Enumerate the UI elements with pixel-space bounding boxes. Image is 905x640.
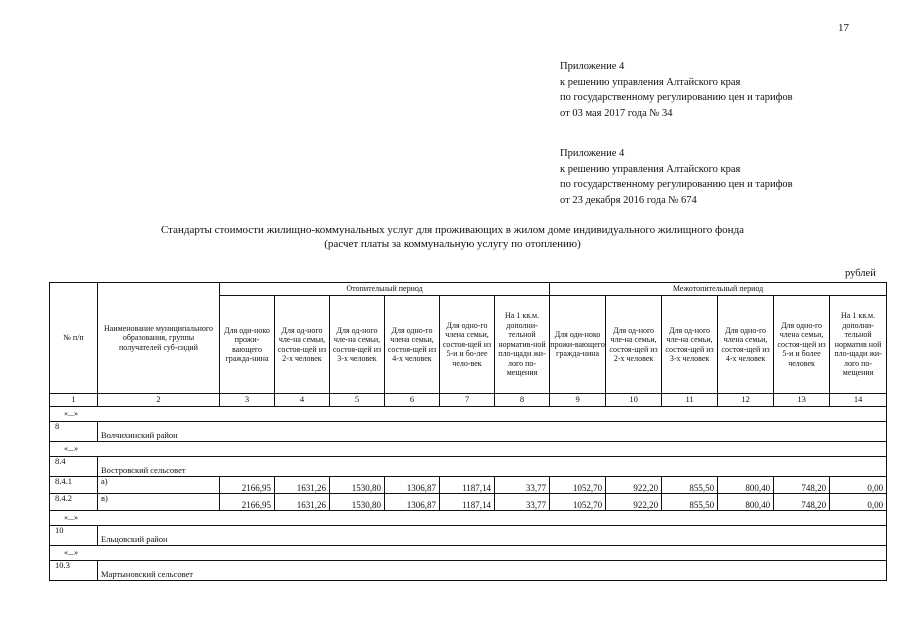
value-cell: 1052,70 — [550, 477, 606, 494]
row-name: Мартыновский сельсовет — [98, 561, 887, 581]
column-number: 13 — [774, 394, 830, 407]
value-cell: 748,20 — [774, 494, 830, 511]
ellipsis-text: «...» — [50, 511, 887, 526]
appendix-line: от 03 мая 2017 года № 34 — [560, 107, 673, 119]
value-cell: 1530,80 — [330, 477, 385, 494]
section-row — [50, 457, 887, 477]
header-sub-cell: На 1 кв.м. дополни-тельной норматив-ной пло-щади жи-лого по-мещения — [495, 296, 550, 394]
value-cell: 33,77 — [495, 477, 550, 494]
table-row — [50, 494, 887, 511]
value-cell: 1052,70 — [550, 494, 606, 511]
row-name: Волчихинский район — [98, 422, 887, 442]
row-name: в) — [98, 494, 220, 511]
header-sub-cell: Для одно-го члена семьи, состоя-щей из 5-и и более человек — [774, 296, 830, 394]
appendix-line: к решению управления Алтайского края — [560, 163, 741, 175]
value-cell: 33,77 — [495, 494, 550, 511]
appendix-line: от 23 декабря 2016 года № 674 — [560, 194, 697, 206]
row-name: Ельцовский район — [98, 526, 887, 546]
ellipsis-text: «...» — [50, 442, 887, 457]
value-cell: 1631,26 — [275, 477, 330, 494]
ellipsis-row — [50, 407, 887, 422]
value-cell: 855,50 — [662, 477, 718, 494]
column-number: 14 — [830, 394, 887, 407]
header-name: Наименование муниципального образования, группы получателей суб-сидий — [98, 283, 220, 394]
table-row — [50, 477, 887, 494]
header-sub-cell: Для од-ного чле-на семьи, состоя-щей из 2-х человек — [606, 296, 662, 394]
ellipsis-row — [50, 546, 887, 561]
units-label: рублей — [845, 268, 876, 279]
column-number: 3 — [220, 394, 275, 407]
ellipsis-text: «...» — [50, 407, 887, 422]
value-cell: 922,20 — [606, 494, 662, 511]
header-heating-period: Отопительный период — [220, 283, 550, 296]
section-row — [50, 526, 887, 546]
header-sub-cell: Для одно-го члена семьи, состоя-щей из 5-и и бо-лее чело-век — [440, 296, 495, 394]
section-row — [50, 561, 887, 581]
value-cell: 0,00 — [830, 477, 887, 494]
row-code: 10.3 — [50, 561, 98, 581]
row-code: 8 — [50, 422, 98, 442]
column-number: 5 — [330, 394, 385, 407]
column-number: 12 — [718, 394, 774, 407]
header-interheating-period: Межотопительный период — [550, 283, 887, 296]
column-number: 8 — [495, 394, 550, 407]
row-code: 8.4 — [50, 457, 98, 477]
page-number: 17 — [838, 22, 849, 34]
ellipsis-row — [50, 511, 887, 526]
column-number: 4 — [275, 394, 330, 407]
value-cell: 800,40 — [718, 477, 774, 494]
value-cell: 1631,26 — [275, 494, 330, 511]
appendix-line: по государственному регулированию цен и тарифов — [560, 179, 793, 190]
header-sub-cell: На 1 кв.м. дополни-тельной норматив ной пло-щади жи-лого по-мещения — [830, 296, 887, 394]
column-number: 9 — [550, 394, 606, 407]
appendix-line: Приложение 4 — [560, 61, 625, 72]
value-cell: 748,20 — [774, 477, 830, 494]
appendix-line: Приложение 4 — [560, 148, 625, 159]
value-cell: 1187,14 — [440, 494, 495, 511]
value-cell: 922,20 — [606, 477, 662, 494]
standards-table — [49, 282, 887, 581]
row-name: а) — [98, 477, 220, 494]
column-number-row — [50, 394, 887, 407]
appendix-header-may-2017 — [560, 59, 793, 121]
value-cell: 800,40 — [718, 494, 774, 511]
header-sub-cell: Для оди-ноко прожи-вающего гражда-нина — [550, 296, 606, 394]
column-number: 10 — [606, 394, 662, 407]
column-number: 11 — [662, 394, 718, 407]
value-cell: 2166,95 — [220, 477, 275, 494]
header-num: № п/п — [50, 283, 98, 394]
value-cell: 1306,87 — [385, 477, 440, 494]
value-cell: 2166,95 — [220, 494, 275, 511]
value-cell: 855,50 — [662, 494, 718, 511]
ellipsis-text: «...» — [50, 546, 887, 561]
header-sub-cell: Для одно-го члена семьи, состоя-щей из 4-х человек — [385, 296, 440, 394]
row-code: 8.4.2 — [50, 494, 98, 511]
ellipsis-row — [50, 442, 887, 457]
value-cell: 1187,14 — [440, 477, 495, 494]
document-title: Стандарты стоимости жилищно-коммунальных услуг для проживающих в жилом доме индивидуального жилищного фонда — [160, 224, 745, 236]
document-subtitle: (расчет платы за коммунальную услугу по отоплению) — [324, 238, 581, 250]
header-sub-cell: Для од-ного чле-на семьи, состоя-щей из 3-х человек — [662, 296, 718, 394]
appendix-line: к решению управления Алтайского края — [560, 76, 741, 88]
header-sub-cell: Для од-ного чле-на семьи, состоя-щей из 3-х человек — [330, 296, 385, 394]
row-name: Востровский сельсовет — [98, 457, 887, 477]
row-code: 8.4.1 — [50, 477, 98, 494]
appendix-header-dec-2016 — [560, 146, 793, 208]
column-number: 1 — [50, 394, 98, 407]
value-cell: 1530,80 — [330, 494, 385, 511]
value-cell: 0,00 — [830, 494, 887, 511]
column-number: 6 — [385, 394, 440, 407]
column-number: 2 — [98, 394, 220, 407]
header-sub-cell: Для од-ного чле-на семьи, состоя-щей из 2-х человек — [275, 296, 330, 394]
row-code: 10 — [50, 526, 98, 546]
header-group-row — [50, 283, 887, 296]
column-number: 7 — [440, 394, 495, 407]
value-cell: 1306,87 — [385, 494, 440, 511]
header-sub-cell: Для одно-го члена семьи, состоя-щей из 4-х человек — [718, 296, 774, 394]
appendix-line: по государственному регулированию цен и тарифов — [560, 92, 793, 103]
section-row — [50, 422, 887, 442]
header-sub-cell: Для оди-ноко прожи-вающего гражда-нина — [220, 296, 275, 394]
